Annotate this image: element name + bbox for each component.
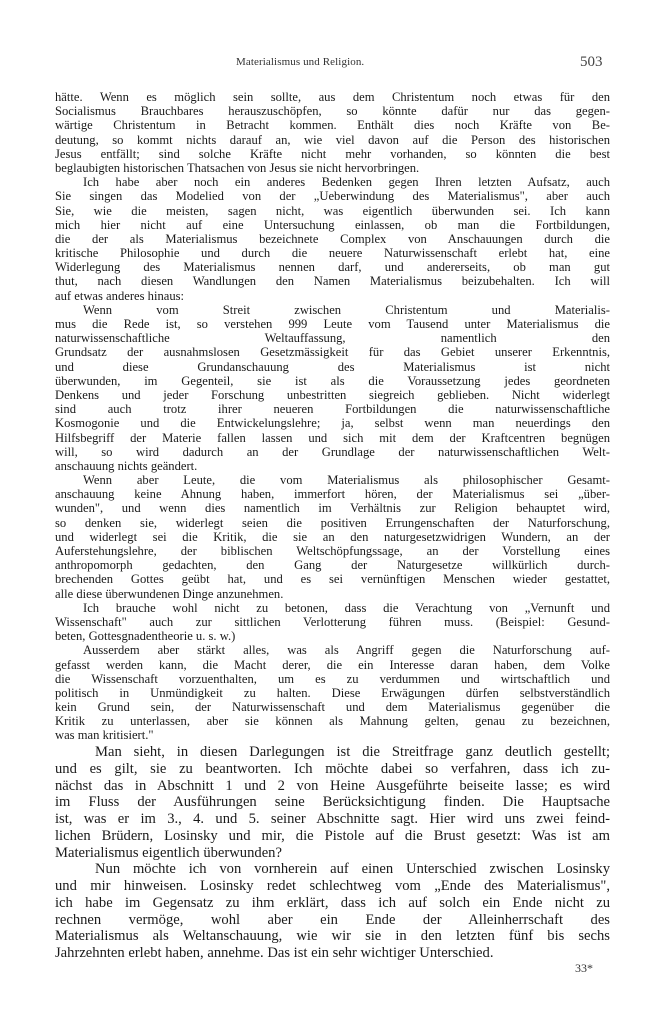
text-line: im Fluss der Ausführungen seine Berücksichtigung finden. Die Hauptsache xyxy=(55,794,610,811)
text-line: nächst das in Abschnitt 1 und 2 von Heine Ausgeführte beiseite lasse; es wird xyxy=(55,777,610,794)
text-line: Kosmogonie und die Entwickelungslehre; ja, selbst wenn man neuerdings den xyxy=(55,416,610,431)
text-line: ist, was er im 3., 4. und 5. seiner Abschnitte sagt. Hier wird uns zwei feind- xyxy=(55,811,610,827)
text-line: Wissenschaft" auch zur sittlichen Verlotterung führen muss. (Beispiel: Gesund- xyxy=(55,614,610,629)
text-line: Wenn aber Leute, die vom Materialismus als philosophischer Gesamt- xyxy=(83,473,610,488)
text-line: Ich brauche wohl nicht zu betonen, dass die Verachtung von „Vernunft und xyxy=(83,600,610,615)
text-line: Sie, wie die meisten, sagen nicht, was eigentlich überwunden sei. Ich kann xyxy=(55,203,610,218)
body-text-large xyxy=(55,744,610,962)
text-line: Jahrzehnten erlebt haben, annehme. Das ist ein sehr wichtiger Unterschied. xyxy=(55,945,494,961)
text-line: lichen Brüdern, Losinsky und mir, die Pistole auf die Brust gesetzt: Was ist am xyxy=(55,827,610,844)
text-line: Auferstehungslehre, der biblischen Weltschöpfungssage, an der Vorstellung eines xyxy=(55,544,610,558)
text-line: alle diese überwundenen Dinge anzunehmen. xyxy=(55,586,284,601)
text-line: anschauung keine Ahnung haben, immerfort hören, der Materialismus sei „über- xyxy=(55,487,610,502)
text-line: die Wissenschaft vorzuenthalten, um es zu verdummen und wirtschaftlich und xyxy=(55,671,610,686)
text-line: rechnen vermöge, wohl aber ein Ende der Alleinherrschaft des xyxy=(55,911,610,928)
text-line: Grundsatz der ausnahmslosen Gesetzmässigkeit für das Gebiet unserer Erkenntnis, xyxy=(55,345,610,360)
text-line: naturwissenschaftliche Weltauffassung, namentlich den xyxy=(55,331,610,346)
text-line: anthropomorph gedachten, den Gang der Naturgesetze willkürlich durch- xyxy=(55,558,610,573)
text-line: mich hier nicht auf eine Untersuchung einlassen, ob man die Fortbildungen, xyxy=(55,217,610,232)
text-line: gefasst werden kann, die Macht derer, die ein Interesse daran haben, dem Volke xyxy=(55,657,610,672)
text-line: Kritik zu unterlassen, aber sie können als Mahnung gelten, genau zu bezeichnen, xyxy=(55,714,610,729)
text-line: Denkens und jeder Forschung unbestritten siegreich geblieben. Nicht widerlegt xyxy=(55,387,610,402)
text-line: Man sieht, in diesen Darlegungen ist die Streitfrage ganz deutlich gestellt; xyxy=(95,744,610,760)
text-line: will, so wird dadurch an der Grundlage der naturwissenschaftlichen Welt- xyxy=(55,444,610,459)
page-header xyxy=(0,56,654,72)
text-line: Nun möchte ich von vornherein auf einen Unterschied zwischen Losinsky xyxy=(95,861,610,878)
body-text-small xyxy=(55,90,610,743)
text-line: wärtige Christentum in Betracht kommen. Enthält dies noch Kräfte von Be- xyxy=(55,118,610,133)
text-line: kritische Philosophie und durch die neuere Naturwissenschaft erlebt hat, eine xyxy=(55,246,610,261)
running-title: Materialismus und Religion. xyxy=(236,56,365,68)
text-line: und es gilt, sie zu beantworten. Ich möchte dabei so verfahren, dass ich zu- xyxy=(55,760,610,777)
text-line: ich habe im Gegensatz zu ihm erklärt, dass ich auf solch ein Ende nicht zu xyxy=(55,894,610,911)
text-line: hätte. Wenn es möglich sein sollte, aus dem Christentum noch etwas für den xyxy=(55,90,610,104)
text-line: Hilfsbegriff der Materie fallen lassen und sich mit dem der Kraftcentren begnügen xyxy=(55,430,610,445)
text-line: brechenden Gottes geübt hat, und es sei vernünftigen Menschen wieder gestattet, xyxy=(55,572,610,587)
text-line: und mir hinweisen. Losinsky redet schlechtweg vom „Ende des Materialismus", xyxy=(55,878,610,894)
text-line: anschauung nichts geändert. xyxy=(55,458,198,473)
text-line: Socialismus Brauchbares herauszuschöpfen, so könnte dafür nur das gegen- xyxy=(55,104,610,119)
text-line: Ausserdem aber stärkt alles, was als Angriff gegen die Naturforschung auf- xyxy=(83,643,610,658)
text-line: überwunden, im Gegenteil, sie ist als die Voraussetzung jedes geordneten xyxy=(55,373,610,388)
text-line: sind auch trotz ihrer neueren Fortbildungen die naturwissenschaftliche xyxy=(55,402,610,417)
text-line: die der als Materialismus bezeichnete Complex von Anschauungen durch die xyxy=(55,231,610,246)
text-line: Sie singen das Modelied von der „Ueberwindung des Materialismus", aber auch xyxy=(55,189,610,204)
text-line: beten, Gottesgnadentheorie u. s. w.) xyxy=(55,629,236,644)
text-line: Wenn vom Streit zwischen Christentum und Materialis- xyxy=(83,302,610,317)
text-line: Jesus entfällt; sind solche Kräfte nicht mehr vorhanden, so könnten die best xyxy=(55,146,610,161)
text-line: Widerlegung des Materialismus nennen darf, und andererseits, ob man gut xyxy=(55,260,610,275)
text-line: kein Grund sein, der Naturwissenschaft und dem Materialismus gegenüber die xyxy=(55,700,610,715)
text-line: politisch in Unmündigkeit zu halten. Diese Erwägungen dürfen selbstverständlich xyxy=(55,685,610,700)
text-line: deutung, so kommt nichts darauf an, wie viel davon auf die Person des historischen xyxy=(55,132,610,147)
text-line: beglaubigten historischen Thatsachen von Jesus sie nicht hervorbringen. xyxy=(55,160,420,175)
text-line: und diese Grundanschauung des Materialismus ist nicht xyxy=(55,359,610,374)
page-number: 503 xyxy=(580,54,603,70)
text-line: wunden", und wenn dies namentlich im Verhältnis zur Religion behauptet wird, xyxy=(55,501,610,516)
text-line: mus die Rede ist, so verstehen 999 Leute vom Tausend unter Materialismus die xyxy=(55,317,610,331)
signature-mark: 33* xyxy=(575,961,593,975)
text-line: Ich habe aber noch ein anderes Bedenken gegen Ihren letzten Aufsatz, auch xyxy=(83,175,610,190)
text-line: und widerlegt sei die Kritik, die sie an den naturgesetzwidrigen Wundern, an der xyxy=(55,529,610,544)
text-line: Materialismus als Weltanschauung, wie wir sie in den letzten fünf bis sechs xyxy=(55,928,610,945)
text-line: thut, nach diesen Wandlungen den Namen Materialismus beizubehalten. Ich will xyxy=(55,274,610,289)
text-line: auf etwas anderes hinaus: xyxy=(55,288,185,303)
text-line: so denken sie, widerlegt seien die positiven Errungenschaften der Naturforschung, xyxy=(55,515,610,530)
text-line: Materialismus eigentlich überwunden? xyxy=(55,844,282,861)
text-line: was man kritisiert." xyxy=(55,728,154,743)
